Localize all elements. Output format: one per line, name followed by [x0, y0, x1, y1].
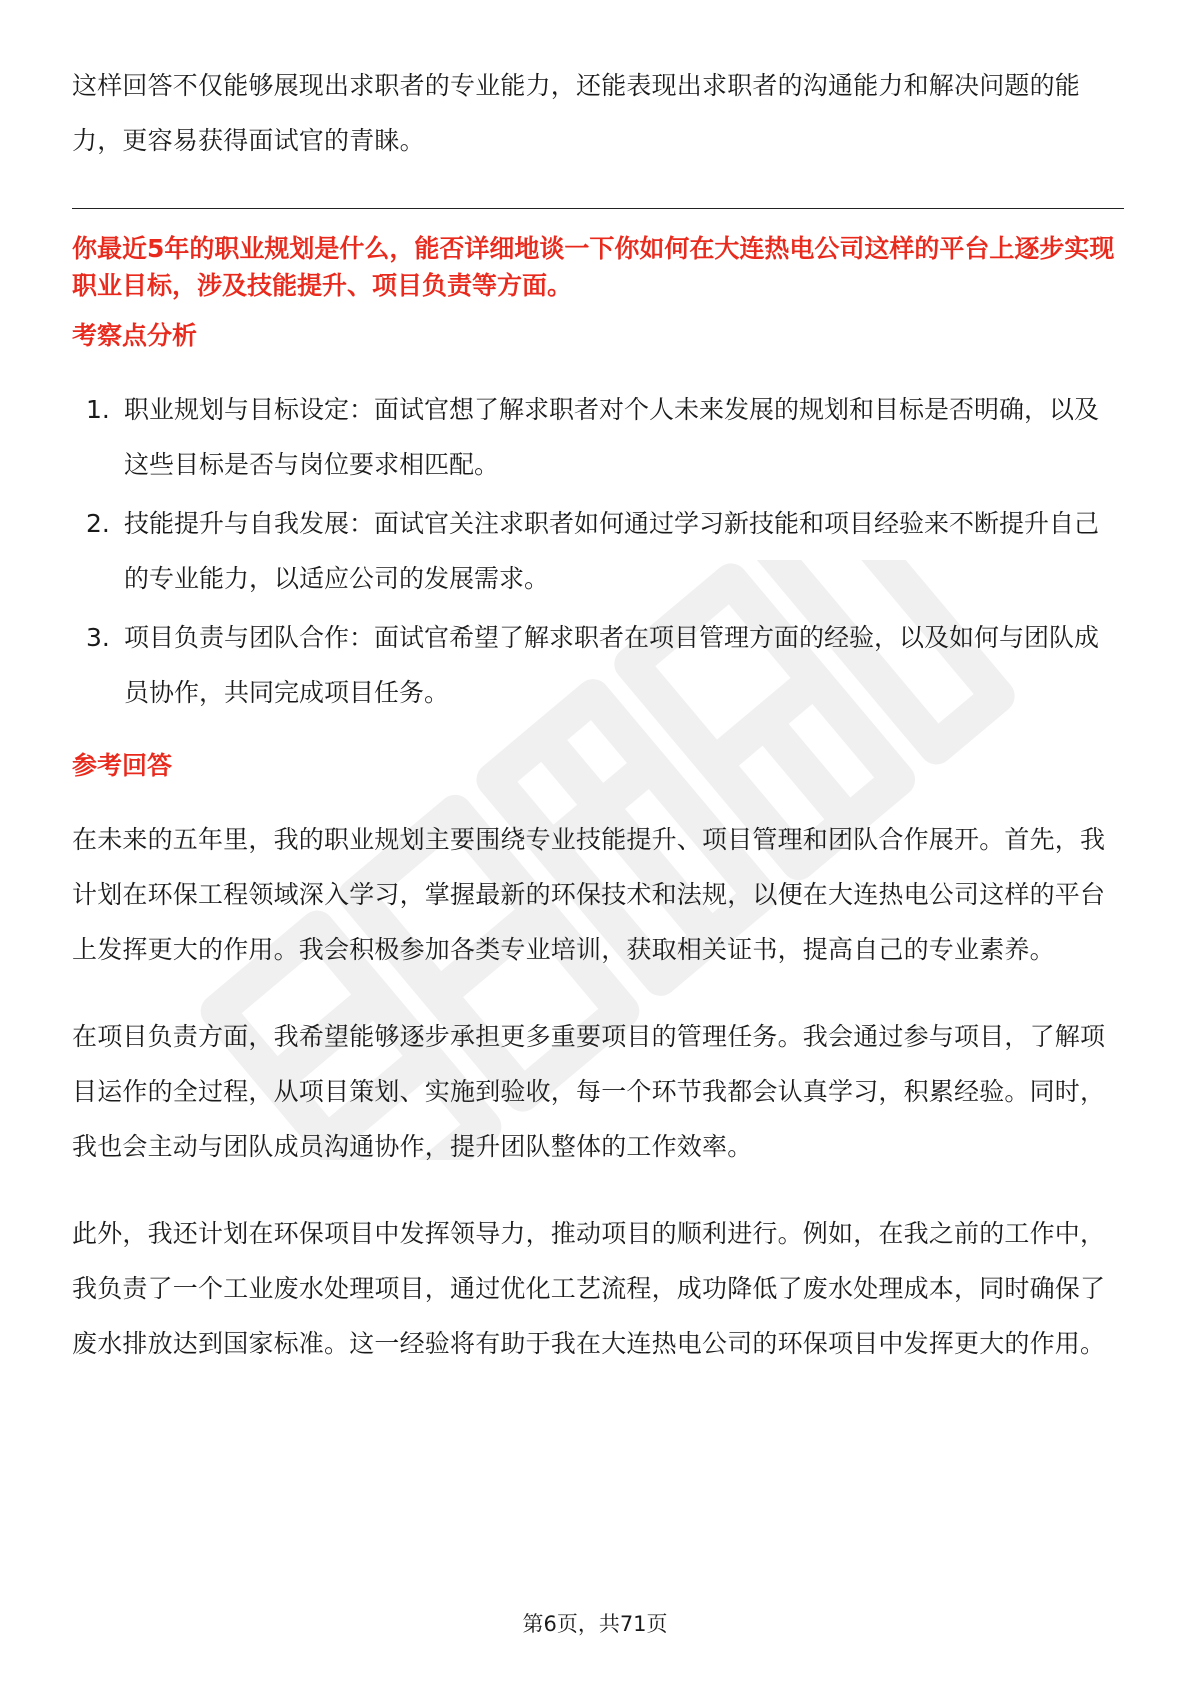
answer-paragraph-2: 在项目负责方面，我希望能够逐步承担更多重要项目的管理任务。我会通过参与项目，了解项目运作的全过程，从项目策划、实施到验收，每一个环节我都会认真学习，积累经验。同时，我也会主动与团队成员沟通协作，提升团队整体的工作效率。	[72, 1022, 1106, 1161]
answer-paragraph-1: 在未来的五年里，我的职业规划主要围绕专业技能提升、项目管理和团队合作展开。首先，我计划在环保工程领域深入学习，掌握最新的环保技术和法规，以便在大连热电公司这样的平台上发挥更大的作用。我会积极参加各类专业培训，获取相关证书，提高自己的专业素养。	[72, 825, 1106, 964]
analysis-list	[72, 382, 1122, 720]
list-item	[72, 610, 1122, 720]
interview-question: 你最近5年的职业规划是什么，能否详细地谈一下你如何在大连热电公司这样的平台上逐步实现职业目标，涉及技能提升、项目负责等方面。	[72, 234, 1115, 300]
list-text: 项目负责与团队合作：面试官希望了解求职者在项目管理方面的经验，以及如何与团队成员协作，共同完成项目任务。	[124, 623, 1100, 707]
answer-heading: 参考回答	[72, 751, 173, 780]
list-number: 1.	[86, 395, 110, 424]
list-item	[72, 496, 1122, 606]
list-number: 3.	[86, 623, 110, 652]
answer-paragraph-3: 此外，我还计划在环保项目中发挥领导力，推动项目的顺利进行。例如，在我之前的工作中，我负责了一个工业废水处理项目，通过优化工艺流程，成功降低了废水处理成本，同时确保了废水排放达到国家标准。这一经验将有助于我在大连热电公司的环保项目中发挥更大的作用。	[72, 1219, 1106, 1358]
section-divider	[72, 208, 1124, 209]
list-item	[72, 382, 1122, 492]
intro-paragraph: 这样回答不仅能够展现出求职者的专业能力，还能表现出求职者的沟通能力和解决问题的能力，更容易获得面试官的青睐。	[72, 71, 1081, 155]
list-number: 2.	[86, 509, 110, 538]
list-text: 职业规划与目标设定：面试官想了解求职者对个人未来发展的规划和目标是否明确，以及这些目标是否与岗位要求相匹配。	[124, 395, 1100, 479]
analysis-heading: 考察点分析	[72, 321, 198, 350]
page-number-footer: 第6页，共71页	[522, 1612, 668, 1636]
list-text: 技能提升与自我发展：面试官关注求职者如何通过学习新技能和项目经验来不断提升自己的专业能力，以适应公司的发展需求。	[124, 509, 1100, 593]
main-content	[72, 58, 1122, 1371]
